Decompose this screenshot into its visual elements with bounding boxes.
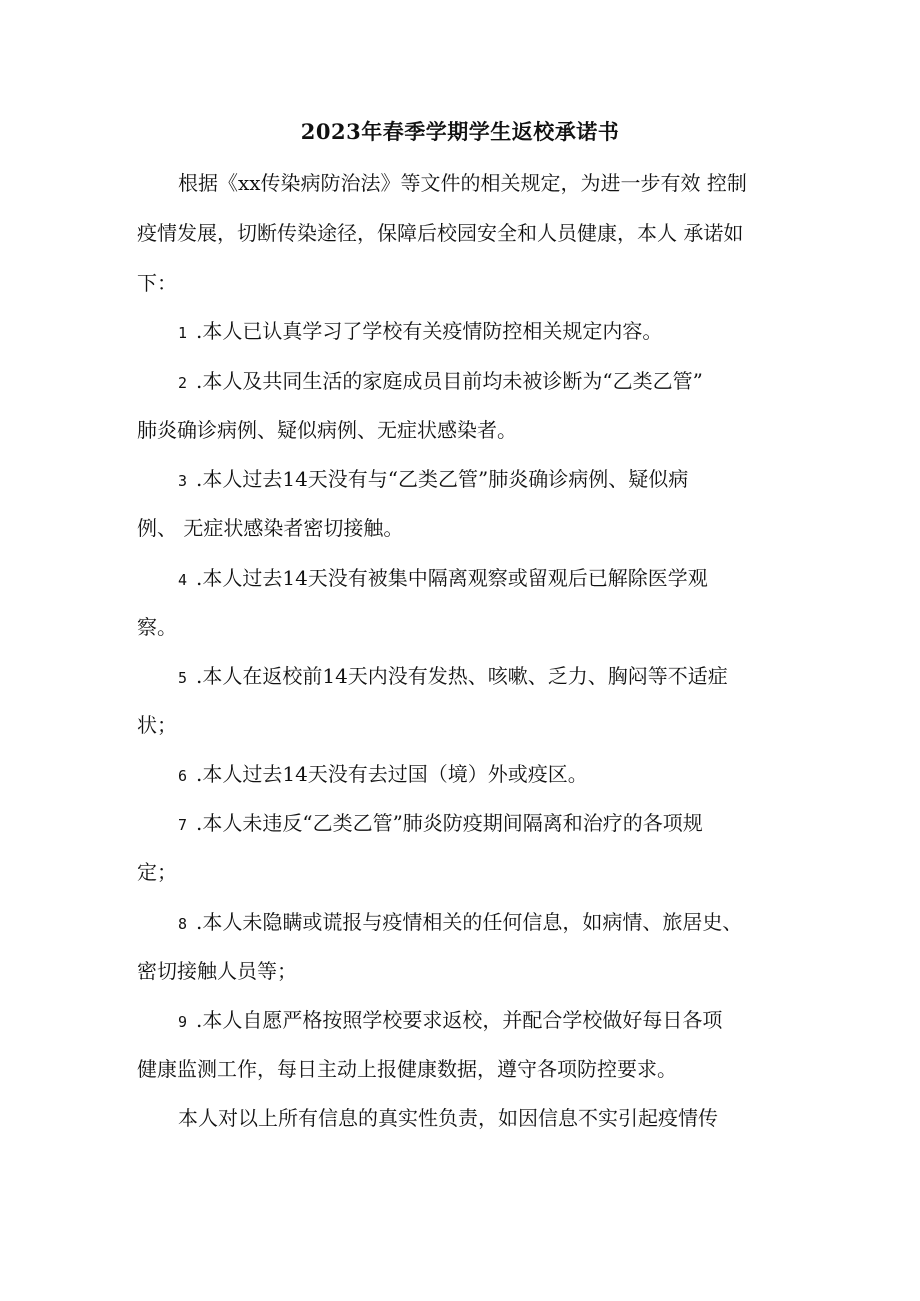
item-2-line-2: 肺炎确诊病例、疑似病例、无症状感染者。 <box>137 418 517 442</box>
item-4-line-1 <box>178 563 708 593</box>
item-text: .本人在返校前14天内没有发热、咳嗽、乏力、胸闷等不适症 <box>196 664 728 688</box>
item-9-line-1 <box>178 1005 722 1035</box>
item-number: 3 <box>178 472 188 490</box>
item-text: .本人过去14天没有去过国（境）外或疫区。 <box>196 762 588 786</box>
item-6-line-1 <box>178 759 588 789</box>
item-4-line-2: 察。 <box>137 615 177 639</box>
item-text: .本人自愿严格按照学校要求返校，并配合学校做好每日各项 <box>196 1008 723 1032</box>
item-9-line-2: 健康监测工作，每日主动上报健康数据，遵守各项防控要求。 <box>137 1057 677 1081</box>
item-2-line-1 <box>178 366 703 396</box>
item-5-line-2: 状； <box>137 713 177 737</box>
item-text: .本人未违反“乙类乙管”肺炎防疫期间隔离和治疗的各项规 <box>196 811 703 835</box>
item-number: 7 <box>178 816 188 834</box>
item-1-line-1 <box>178 316 662 346</box>
item-number: 5 <box>178 669 188 687</box>
item-text: .本人未隐瞒或谎报与疫情相关的任何信息，如病情、旅居史、 <box>196 910 743 934</box>
item-number: 2 <box>178 374 188 392</box>
item-number: 4 <box>178 571 188 589</box>
item-8-line-2: 密切接触人员等； <box>137 959 297 983</box>
item-5-line-1 <box>178 661 728 691</box>
item-number: 8 <box>178 915 188 933</box>
item-number: 1 <box>178 324 188 342</box>
item-text: .本人过去14天没有被集中隔离观察或留观后已解除医学观 <box>196 566 708 590</box>
document-title: 2023年春季学期学生返校承诺书 <box>300 119 620 144</box>
item-text: .本人及共同生活的家庭成员目前均未被诊断为“乙类乙管” <box>196 369 703 393</box>
item-8-line-1 <box>178 907 742 937</box>
item-7-line-1 <box>178 808 703 838</box>
item-text: .本人已认真学习了学校有关疫情防控相关规定内容。 <box>196 319 663 343</box>
intro-line-3: 下： <box>137 271 177 295</box>
item-3-line-2: 例、 无症状感染者密切接触。 <box>137 516 404 540</box>
item-3-line-1 <box>178 464 688 494</box>
item-7-line-2: 定； <box>137 860 177 884</box>
closing-line-1: 本人对以上所有信息的真实性负责，如因信息不实引起疫情传 <box>178 1106 718 1130</box>
item-number: 9 <box>178 1013 188 1031</box>
intro-line-1: 根据《xx传染病防治法》等文件的相关规定，为进一步有效 控制 <box>178 171 747 195</box>
item-number: 6 <box>178 767 188 785</box>
item-text: .本人过去14天没有与“乙类乙管”肺炎确诊病例、疑似病 <box>196 467 689 491</box>
intro-line-2: 疫情发展，切断传染途径，保障后校园安全和人员健康，本人 承诺如 <box>137 221 744 245</box>
